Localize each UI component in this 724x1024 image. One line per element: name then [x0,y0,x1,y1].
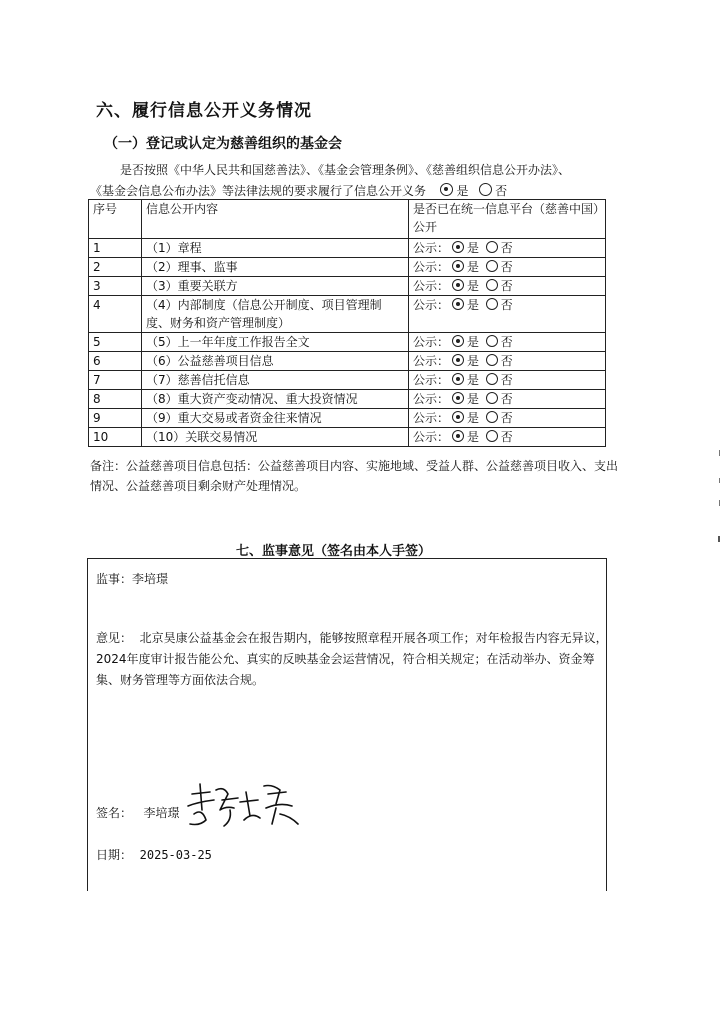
supervisor-name: 李培璟 [132,572,169,586]
opinion-paragraph [96,628,608,691]
opinion-text: 北京昊康公益基金会在报告期内，能够按照章程开展各项工作；对年检报告内容无异议，2024年度审计报告能公允、真实的反映基金会运营情况，符合相关规定；在活动举办、资金筹集、财务管理等方面依法合规。 [96,631,608,687]
row-item: （10）关联交易情况 [141,428,408,447]
no-radio[interactable] [486,392,498,404]
yes-radio[interactable] [452,392,464,404]
public-prefix: 公示： [412,354,449,368]
row-item: （3）重要关联方 [141,277,408,296]
row-item: （8）重大资产变动情况、重大投资情况 [141,390,408,409]
public-prefix: 公示： [412,298,449,312]
public-prefix: 公示： [412,241,449,255]
yes-radio[interactable] [452,354,464,366]
public-prefix: 公示： [412,279,449,293]
no-label: 否 [500,354,513,368]
no-radio[interactable] [486,298,498,310]
row-item: （5）上一年年度工作报告全文 [141,333,408,352]
no-radio[interactable] [486,335,498,347]
no-label: 否 [500,335,513,349]
yes-label: 是 [466,392,479,406]
yes-radio[interactable] [452,373,464,385]
yes-label: 是 [466,260,479,274]
public-prefix: 公示： [412,373,449,387]
row-item: （6）公益慈善项目信息 [141,352,408,371]
yes-label: 是 [466,373,479,387]
table-row [89,371,606,390]
no-radio[interactable] [486,241,498,253]
supervisor-section-title: 七、监事意见（签名由本人手签） [236,544,432,559]
intro-paragraph [90,160,615,202]
supervisor-label: 监事： [96,572,133,586]
row-number: 6 [89,352,142,371]
table-row [89,409,606,428]
row-item: （7）慈善信托信息 [141,371,408,390]
yes-label: 是 [466,298,479,312]
row-public-status [408,352,605,371]
row-public-status [408,390,605,409]
yes-label: 是 [466,354,479,368]
table-header-row [89,200,606,239]
table-row [89,258,606,277]
scan-edge-marks [716,450,722,550]
no-label: 否 [500,373,513,387]
no-label: 否 [500,298,513,312]
no-radio[interactable] [486,411,498,423]
row-public-status [408,258,605,277]
supervisor-line [96,570,168,587]
row-number: 10 [89,428,142,447]
yes-radio[interactable] [452,430,464,442]
row-number: 5 [89,333,142,352]
yes-radio[interactable] [452,335,464,347]
row-public-status [408,333,605,352]
row-item: （4）内部制度（信息公开制度、项目管理制度、财务和资产管理制度） [141,296,408,333]
intro-line-1: 是否按照《中华人民共和国慈善法》、《基金会管理条例》、《慈善组织信息公开办法》、 [120,163,571,177]
yes-label: 是 [466,430,479,444]
row-item: （1）章程 [141,239,408,258]
no-radio[interactable] [486,260,498,272]
row-item: （9）重大交易或者资金往来情况 [141,409,408,428]
public-prefix: 公示： [412,260,449,274]
sign-label: 签名： [96,806,133,820]
intro-yes-label: 是 [456,184,469,198]
disclosure-table [88,199,606,447]
row-number: 7 [89,371,142,390]
no-label: 否 [500,392,513,406]
signature-line [96,804,179,821]
yes-label: 是 [466,279,479,293]
table-row [89,277,606,296]
date-line [96,846,212,863]
intro-no-radio[interactable] [479,183,492,196]
yes-radio[interactable] [452,411,464,423]
intro-yes-radio[interactable] [440,183,453,196]
yes-label: 是 [466,335,479,349]
table-row [89,352,606,371]
table-row [89,428,606,447]
no-label: 否 [500,260,513,274]
public-prefix: 公示： [412,335,449,349]
date-value: 2025-03-25 [139,848,212,862]
public-prefix: 公示： [412,392,449,406]
yes-radio[interactable] [452,241,464,253]
no-radio[interactable] [486,373,498,385]
no-radio[interactable] [486,279,498,291]
yes-label: 是 [466,241,479,255]
section-title: 六、履行信息公开义务情况 [96,101,312,121]
row-number: 3 [89,277,142,296]
header-public: 是否已在统一信息平台（慈善中国）公开 [408,200,605,239]
no-label: 否 [500,279,513,293]
row-public-status [408,239,605,258]
row-public-status [408,371,605,390]
date-label: 日期： [96,848,133,862]
no-label: 否 [500,241,513,255]
row-public-status [408,296,605,333]
public-prefix: 公示： [412,430,449,444]
row-public-status [408,277,605,296]
header-no: 序号 [89,200,142,239]
row-public-status [408,428,605,447]
yes-radio[interactable] [452,279,464,291]
public-prefix: 公示： [412,411,449,425]
table-row [89,390,606,409]
row-number: 9 [89,409,142,428]
supervisor-opinion-box [87,558,607,891]
header-item: 信息公开内容 [141,200,408,239]
table-row [89,333,606,352]
yes-radio[interactable] [452,260,464,272]
subsection-title: （一）登记或认定为慈善组织的基金会 [104,136,342,152]
intro-no-label: 否 [495,184,508,198]
yes-label: 是 [466,411,479,425]
row-number: 1 [89,239,142,258]
no-radio[interactable] [486,354,498,366]
row-number: 4 [89,296,142,333]
row-public-status [408,409,605,428]
opinion-label: 意见： [96,631,133,645]
intro-line-2-text: 《基金会信息公布办法》等法律法规的要求履行了信息公开义务 [90,184,427,198]
table-row [89,239,606,258]
row-item: （2）理事、监事 [141,258,408,277]
no-radio[interactable] [486,430,498,442]
row-number: 8 [89,390,142,409]
row-number: 2 [89,258,142,277]
handwritten-signature [180,780,310,830]
sign-name: 李培璟 [143,806,180,820]
table-note: 备注：公益慈善项目信息包括：公益慈善项目内容、实施地域、受益人群、公益慈善项目收入、支出情况、公益慈善项目剩余财产处理情况。 [90,459,619,493]
no-label: 否 [500,430,513,444]
table-row [89,296,606,333]
yes-radio[interactable] [452,298,464,310]
no-label: 否 [500,411,513,425]
